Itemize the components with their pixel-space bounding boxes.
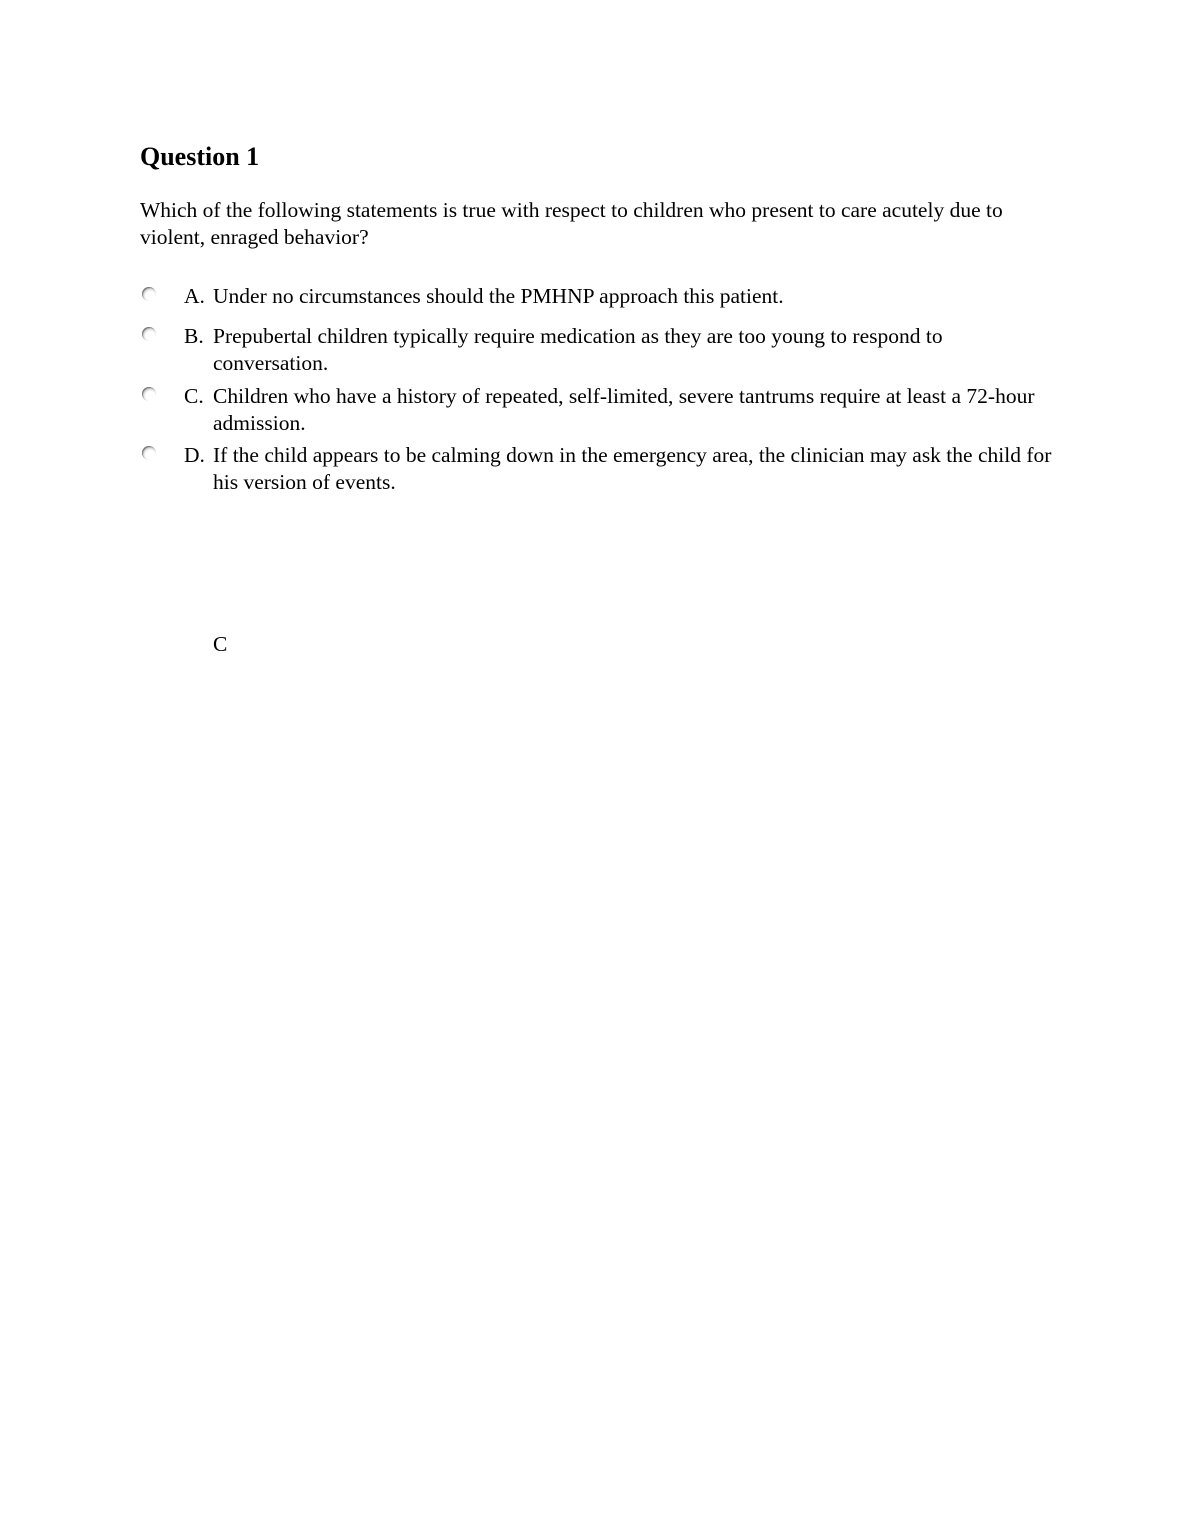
option-letter: D. xyxy=(184,443,205,467)
answer-key: C xyxy=(213,632,228,656)
option-text: If the child appears to be calming down in the emergency area, the clinician may ask the child for his version of events. xyxy=(213,443,1052,494)
option-text: Children who have a history of repeated, self-limited, severe tantrums require at least a 72-hour admission. xyxy=(213,384,1035,435)
answer-option-c[interactable] xyxy=(140,383,1060,443)
radio-button-icon[interactable] xyxy=(142,446,156,460)
question-text: Which of the following statements is true with respect to children who present to care acutely due to violent, enraged behavior? xyxy=(140,198,1003,249)
option-text: Under no circumstances should the PMHNP approach this patient. xyxy=(213,284,784,308)
option-letter: A. xyxy=(184,284,205,308)
answer-option-b[interactable] xyxy=(140,323,1060,383)
radio-button-icon[interactable] xyxy=(142,327,156,341)
option-letter: C. xyxy=(184,384,204,408)
option-text: Prepubertal children typically require medication as they are too young to respond to conversation. xyxy=(213,324,943,375)
radio-button-icon[interactable] xyxy=(142,387,156,401)
radio-button-icon[interactable] xyxy=(142,287,156,301)
option-letter: B. xyxy=(184,324,204,348)
question-title: Question 1 xyxy=(140,142,260,171)
answer-option-d[interactable] xyxy=(140,442,1060,502)
